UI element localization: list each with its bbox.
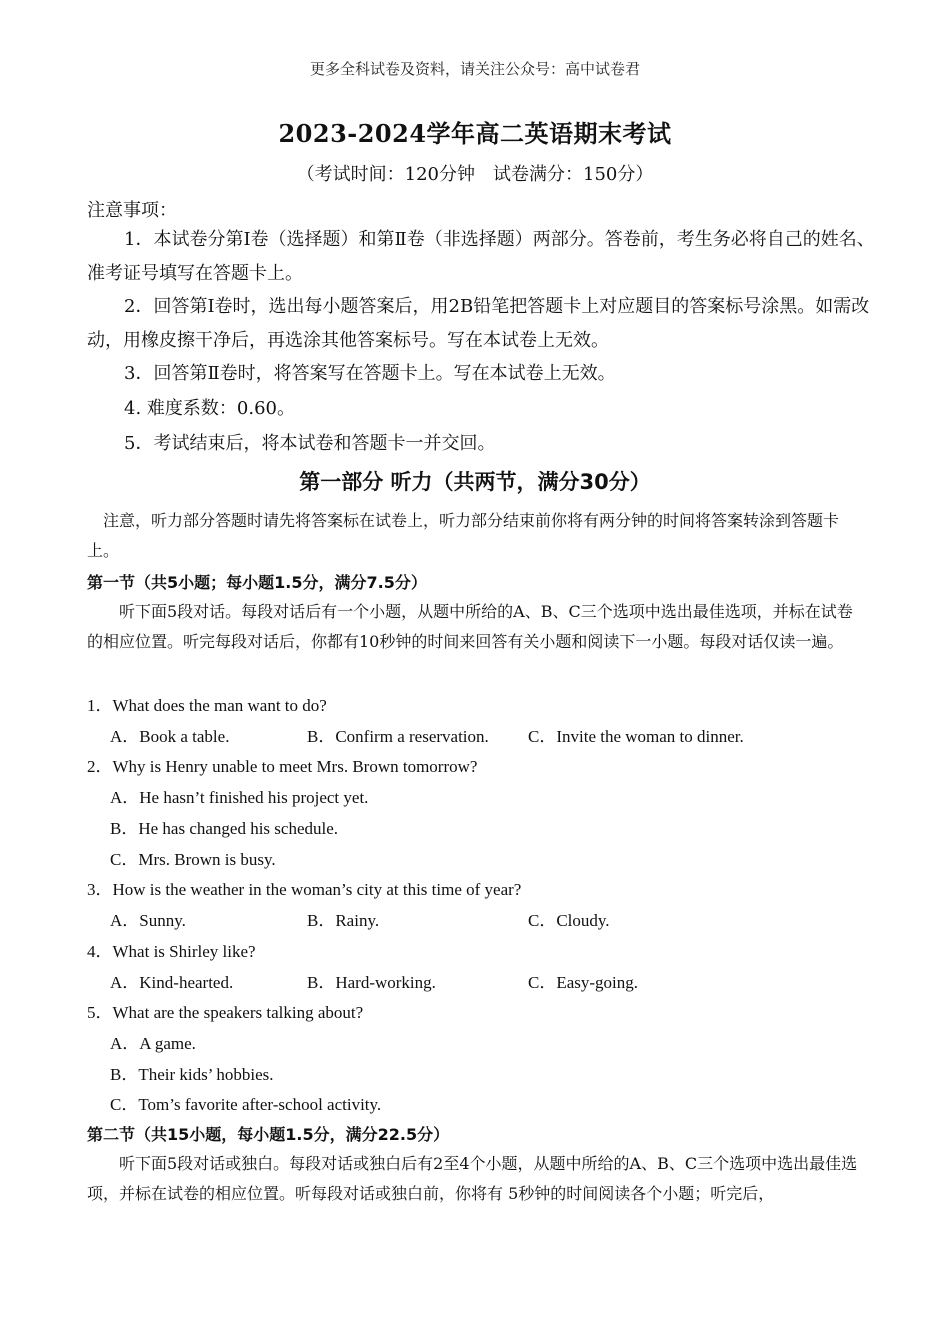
q1-option-a: A．Book a table. (110, 727, 230, 746)
notice-item: 2．回答第Ⅰ卷时，选出每小题答案后，用2B铅笔把答题卡上对应题目的答案标号涂黑。如需改动，用橡皮擦干净后，再选涂其他答案标号。写在本试卷上无效。 (87, 296, 870, 351)
exam-meta: （考试时间：120分钟 试卷满分：150分） (296, 164, 654, 185)
q2-option-a: A．He hasn’t finished his project yet. (110, 788, 369, 807)
section1-title: 第一节（共5小题；每小题1.5分，满分7.5分） (87, 573, 427, 592)
notice-item: 1．本试卷分第Ⅰ卷（选择题）和第Ⅱ卷（非选择题）两部分。答卷前，考生务必将自己的姓名、准考证号填写在答题卡上。 (87, 229, 875, 284)
q3-option-c: C．Cloudy. (528, 911, 610, 930)
part1-title: 第一部分 听力（共两节，满分30分） (299, 470, 651, 494)
q2-option-b: B．He has changed his schedule. (110, 819, 339, 838)
header-note: 更多全科试卷及资料，请关注公众号：高中试卷君 (309, 60, 640, 78)
q1-option-c: C．Invite the woman to dinner. (528, 727, 744, 746)
question-2: 2．Why is Henry unable to meet Mrs. Brown tomorrow? (87, 757, 478, 776)
q4-option-c: C．Easy-going. (528, 973, 639, 992)
section1-instruction: 听下面5段对话。每段对话后有一个小题，从题中所给的A、B、C三个选项中选出最佳选项，并标在试卷的相应位置。听完每段对话后，你都有10秒钟的时间来回答有关小题和阅读下一小题。每段对话仅读一遍。 (87, 602, 853, 651)
q3-option-a: A．Sunny. (110, 911, 186, 930)
question-1: 1．What does the man want to do? (87, 696, 327, 715)
notice-item: 5．考试结束后，将本试卷和答题卡一并交回。 (124, 433, 496, 454)
question-5: 5．What are the speakers talking about? (87, 1003, 364, 1022)
section2-instruction: 听下面5段对话或独白。每段对话或独白后有2至4个小题，从题中所给的A、B、C三个选项中选出最佳选项，并标在试卷的相应位置。听每段对话或独白前，你将有 5秒钟的时间阅读各个小题；听完后， (87, 1154, 858, 1203)
q5-option-c: C．Tom’s favorite after-school activity. (110, 1095, 382, 1114)
notice-item: 3．回答第Ⅱ卷时，将答案写在答题卡上。写在本试卷上无效。 (124, 363, 616, 384)
q4-option-b: B．Hard-working. (307, 973, 436, 992)
listening-note: 注意，听力部分答题时请先将答案标在试卷上，听力部分结束前你将有两分钟的时间将答案转涂到答题卡上。 (87, 511, 840, 560)
notice-item: 4. 难度系数：0.60。 (124, 398, 295, 419)
notice-heading: 注意事项： (87, 200, 177, 221)
q5-option-a: A．A game. (110, 1034, 196, 1053)
q5-option-b: B．Their kids’ hobbies. (110, 1065, 274, 1084)
exam-title: 2023-2024学年高二英语期末考试 (278, 119, 672, 148)
q4-option-a: A．Kind-hearted. (110, 973, 234, 992)
section2-title: 第二节（共15小题，每小题1.5分，满分22.5分） (87, 1125, 450, 1144)
question-3: 3．How is the weather in the woman’s city at this time of year? (87, 880, 522, 899)
q1-option-b: B．Confirm a reservation. (307, 727, 489, 746)
q3-option-b: B．Rainy. (307, 911, 380, 930)
q2-option-c: C．Mrs. Brown is busy. (110, 850, 276, 869)
question-4: 4．What is Shirley like? (87, 942, 256, 961)
